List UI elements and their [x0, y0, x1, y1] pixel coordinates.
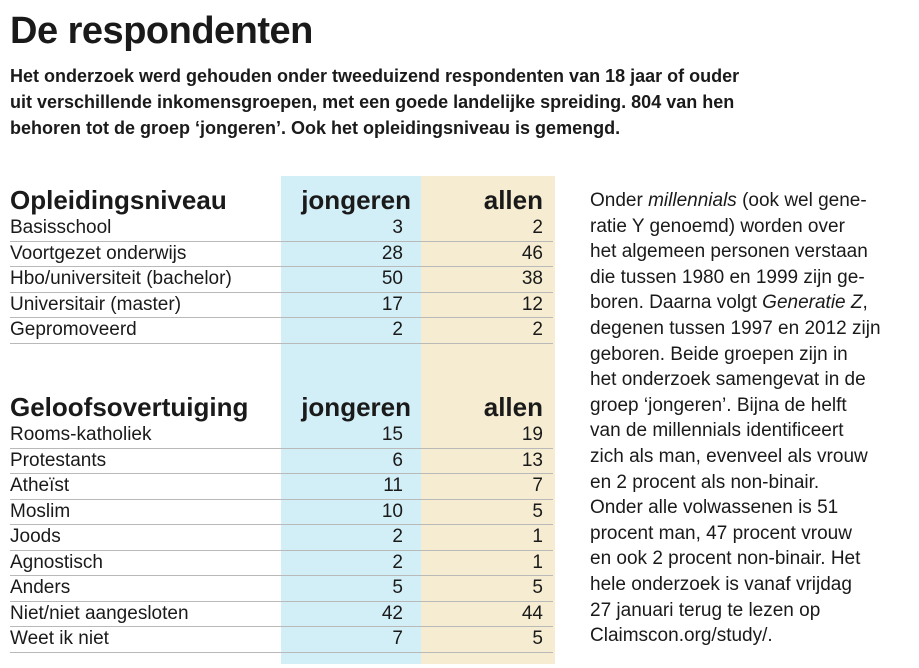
table-row: [10, 449, 553, 475]
sidebar-text-fragment: Onder: [590, 190, 649, 211]
sidebar-line: [590, 290, 900, 316]
sidebar-line: procent man, 47 procent vrouw: [590, 522, 852, 544]
sidebar-text-fragment: boren. Daarna volgt: [590, 292, 763, 314]
table-row: [10, 474, 553, 500]
row-label: Protestants: [10, 449, 107, 471]
allen-value: 44: [521, 602, 543, 624]
allen-value: 1: [532, 551, 543, 573]
sidebar-line: 27 januari terug te lezen op: [590, 599, 821, 621]
jongeren-value: 2: [392, 319, 403, 341]
allen-header: allen: [483, 185, 543, 215]
allen-value: 13: [521, 449, 543, 471]
table-row: [10, 551, 553, 577]
sidebar-line: het onderzoek samengevat in de: [590, 369, 866, 391]
allen-value: 12: [521, 293, 543, 315]
intro-line: behoren tot de groep ‘jongeren’. Ook het opleidingsniveau is gemengd.: [10, 118, 621, 138]
allen-value: 7: [532, 475, 543, 497]
sidebar-line: degenen tussen 1997 en 2012 zijn: [590, 317, 881, 339]
allen-value: 2: [532, 319, 543, 341]
sidebar-line: zich als man, evenveel als vrouw: [590, 445, 868, 467]
religion-table: [10, 383, 553, 653]
sidebar-line: Onder alle volwassenen is 51: [590, 497, 839, 519]
jongeren-value: 28: [381, 242, 403, 264]
jongeren-value: 2: [392, 551, 403, 573]
table-row: [10, 576, 553, 602]
allen-value: 38: [521, 268, 543, 290]
sidebar-line: en ook 2 procent non-binair. Het: [590, 548, 861, 570]
allen-value: 1: [532, 526, 543, 548]
intro-paragraph: [10, 63, 830, 141]
jongeren-value: 11: [383, 475, 403, 497]
table-row: [10, 242, 553, 268]
table-row: [10, 627, 553, 653]
allen-value: 5: [532, 628, 543, 650]
sidebar-line: en 2 procent als non-binair.: [590, 471, 820, 493]
jongeren-value: 50: [381, 268, 403, 290]
row-label: Moslim: [10, 500, 71, 522]
religion-table-header: [10, 383, 553, 423]
table-row: [10, 216, 553, 242]
jongeren-value: 15: [381, 424, 403, 446]
intro-line: uit verschillende inkomensgroepen, met een goede landelijke spreiding. 804 van hen: [10, 92, 735, 112]
row-label: Niet/niet aangesloten: [10, 602, 189, 624]
row-label: Hbo/universiteit (bachelor): [10, 268, 232, 290]
intro-line: Het onderzoek werd gehouden onder tweeduizend respondenten van 18 jaar of ouder: [10, 66, 740, 86]
jongeren-value: 5: [392, 577, 403, 599]
row-label: Voortgezet onderwijs: [10, 242, 187, 264]
education-table-header: [10, 176, 553, 216]
jongeren-value: 42: [381, 602, 403, 624]
religion-heading: Geloofsovertuiging: [10, 392, 249, 422]
jongeren-header: jongeren: [301, 392, 411, 422]
row-label: Joods: [10, 526, 61, 548]
sidebar-line: hele onderzoek is vanaf vrijdag: [590, 573, 852, 595]
sidebar-line: [590, 188, 900, 214]
sidebar-text-fragment: ,: [862, 292, 868, 314]
table-row: [10, 500, 553, 526]
education-table: [10, 176, 553, 344]
row-label: Weet ik niet: [10, 628, 109, 650]
table-row: [10, 267, 553, 293]
row-label: Agnostisch: [10, 551, 103, 573]
sidebar-line: ratie Y genoemd) worden over: [590, 215, 845, 237]
sidebar-text: [590, 188, 900, 649]
jongeren-value: 3: [392, 217, 403, 239]
table-row: [10, 525, 553, 551]
sidebar-line: het algemeen personen verstaan: [590, 241, 868, 263]
education-heading: Opleidingsniveau: [10, 185, 227, 215]
table-row: [10, 318, 553, 344]
jongeren-value: 6: [392, 449, 403, 471]
row-label: Basisschool: [10, 217, 112, 239]
row-label: Gepromoveerd: [10, 319, 137, 341]
allen-value: 19: [521, 424, 543, 446]
jongeren-value: 2: [392, 526, 403, 548]
sidebar-line: geboren. Beide groepen zijn in: [590, 343, 848, 365]
page-title: De respondenten: [10, 10, 313, 52]
sidebar-emphasis: millennials: [648, 190, 737, 211]
jongeren-header: jongeren: [301, 185, 411, 215]
allen-value: 5: [532, 500, 543, 522]
sidebar-line: groep ‘jongeren’. Bijna de helft: [590, 394, 847, 416]
allen-value: 46: [521, 242, 543, 264]
jongeren-value: 7: [392, 628, 403, 650]
row-label: Atheïst: [10, 475, 70, 497]
sidebar-text-fragment: (ook wel gene-: [736, 190, 867, 211]
allen-value: 5: [532, 577, 543, 599]
sidebar-line: Claimscon.org/study/.: [590, 625, 773, 647]
allen-header: allen: [483, 392, 543, 422]
sidebar-line: die tussen 1980 en 1999 zijn ge-: [590, 266, 865, 288]
sidebar-emphasis: Generatie Z: [762, 292, 863, 314]
row-label: Anders: [10, 577, 71, 599]
sidebar-line: van de millennials identificeert: [590, 420, 844, 442]
row-label: Rooms-katholiek: [10, 424, 152, 446]
jongeren-value: 10: [381, 500, 403, 522]
jongeren-value: 17: [381, 293, 403, 315]
row-label: Universitair (master): [10, 293, 182, 315]
allen-value: 2: [532, 217, 543, 239]
table-row: [10, 423, 553, 449]
table-row: [10, 293, 553, 319]
table-row: [10, 602, 553, 628]
